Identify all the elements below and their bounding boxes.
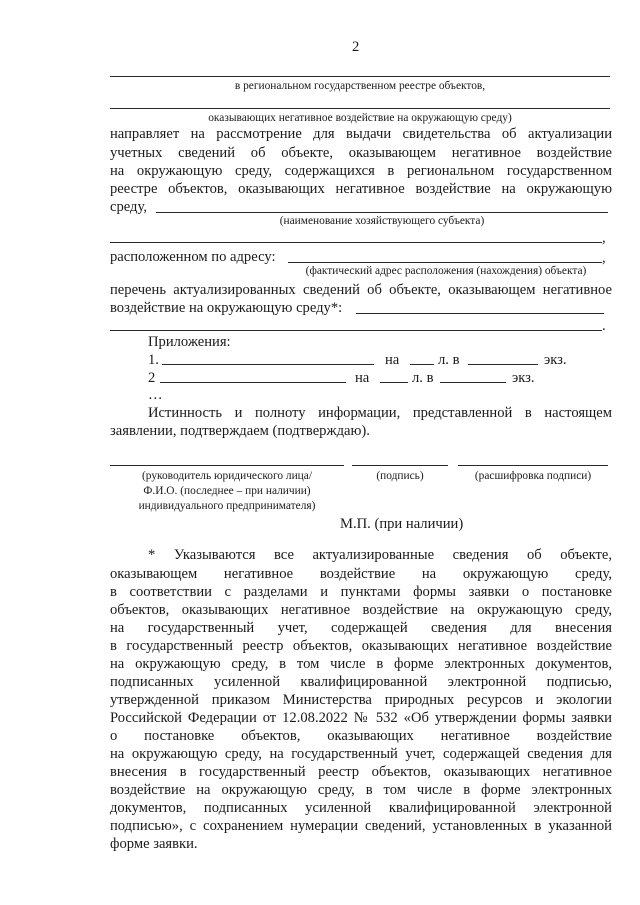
attachment-na-2: на: [355, 370, 370, 386]
attachment-sheets-field-2[interactable]: [380, 382, 408, 383]
attachment-copies-field-2[interactable]: [440, 382, 506, 383]
comma-1: ,: [602, 230, 606, 246]
header-caption-2: оказывающих негативное воздействие на окружающую среду): [208, 112, 512, 124]
stamp-label: М.П. (при наличии): [340, 516, 464, 532]
body-line-4: реестре объектов, оказывающих негативное воздействие на окружающую: [110, 181, 612, 197]
confirmation-line-1: Истинность и полноту информации, представленной в настоящем: [148, 405, 612, 421]
footnote-line: в государственный реестр объектов, оказывающих негативное воздействие: [110, 638, 612, 654]
address-label: расположенном по адресу:: [110, 249, 276, 265]
list-line-2: воздействие на окружающую среду*:: [110, 300, 343, 316]
footnote-line: о постановке объектов, оказывающих негативное воздействие: [110, 728, 612, 744]
subject-name-field-2[interactable]: [110, 242, 602, 243]
attachment-sheets-field-1[interactable]: [410, 364, 434, 365]
attachment-num-2: 2: [148, 370, 156, 386]
header-caption-1: в региональном государственном реестре объектов,: [234, 80, 486, 92]
body-line-3: на окружающую среду, содержащихся в региональном государственном: [110, 163, 612, 179]
attachment-ekz-2: экз.: [512, 370, 535, 386]
footnote-line: оказывающем негативное воздействие на окружающую среду,: [110, 566, 612, 582]
footnote-line: Российской Федерации от 12.08.2022 № 532 «Об утверждении формы заявки: [110, 710, 612, 726]
attachment-copies-field-1[interactable]: [468, 364, 538, 365]
attachment-ekz-1: экз.: [544, 352, 567, 368]
attachment-na-1: на: [385, 352, 400, 368]
attachments-ellipsis: …: [148, 387, 163, 403]
footnote-line: подписанных усиленной квалифицированной электронной подписью,: [110, 674, 612, 690]
decode-caption: (расшифровка подписи): [474, 470, 592, 482]
head-caption-1: (руководитель юридического лица/: [142, 470, 312, 482]
footnote-line: формe заявки.: [110, 836, 198, 852]
page-number: 2: [352, 39, 360, 55]
header-rule-1: [110, 76, 610, 77]
footnote-line: подписью», с сохранением нумерации сведений, установленных в указанной: [110, 818, 612, 834]
footnote-line: документов, подписанных усиленной квалифицированной электронной: [110, 800, 612, 816]
attachment-lv-2: л. в: [412, 370, 434, 386]
decode-field[interactable]: [458, 465, 608, 466]
confirmation-line-2: заявлении, подтверждаем (подтверждаю).: [110, 423, 370, 439]
attachment-lv-1: л. в: [438, 352, 460, 368]
address-field[interactable]: [288, 262, 602, 263]
comma-2: ,: [602, 250, 606, 266]
header-rule-2: [110, 108, 610, 109]
period: .: [602, 318, 606, 334]
attachment-name-field-2[interactable]: [160, 382, 346, 383]
attachment-num-1: 1.: [148, 352, 159, 368]
address-caption: (фактический адрес расположения (нахождения) объекта): [305, 265, 587, 277]
sign-field[interactable]: [352, 465, 448, 466]
list-line-1: перечень актуализированных сведений об объекте, оказывающем негативное: [110, 282, 612, 298]
attachment-name-field-1[interactable]: [162, 364, 374, 365]
footnote-line: на окружающую среду, в том числе в форме электронных документов,: [110, 656, 612, 672]
sreda-label: среду,: [110, 199, 147, 215]
footnote-line: объектов, оказывающих негативное воздействие на окружающую среду,: [110, 602, 612, 618]
footnote-line: в соответствии с разделами и пунктами формы заявки о постановке: [110, 584, 612, 600]
footnote-line: внесения в государственный реестр объектов, оказывающих негативное: [110, 764, 612, 780]
footnote-line: воздействие на окружающую среду, в том числе в форме электронных: [110, 782, 612, 798]
footnote-line: * Указываются все актуализированные сведения об объекте,: [148, 547, 612, 563]
subject-name-field[interactable]: [156, 212, 608, 213]
list-field-2[interactable]: [110, 330, 602, 331]
footnote-line: утвержденной приказом Министерства природных ресурсов и экологии: [110, 692, 612, 708]
head-caption-2: Ф.И.О. (последнее – при наличии): [143, 485, 311, 497]
footnote-line: на государственный учет, содержащей сведения для внесения: [110, 620, 612, 636]
head-signature-field[interactable]: [110, 465, 344, 466]
head-caption-3: индивидуального предпринимателя): [138, 500, 316, 512]
body-line-2: учетных сведений об объекте, оказывающем негативное воздействие: [110, 145, 612, 161]
list-field[interactable]: [356, 313, 604, 314]
sign-caption: (подпись): [376, 470, 424, 482]
subject-caption: (наименование хозяйствующего субъекта): [279, 215, 485, 227]
body-line-1: направляет на рассмотрение для выдачи свидетельства об актуализации: [110, 126, 612, 142]
footnote-line: на окружающую среду, на государственный учет, содержащей сведения для: [110, 746, 612, 762]
attachments-title: Приложения:: [148, 334, 231, 350]
